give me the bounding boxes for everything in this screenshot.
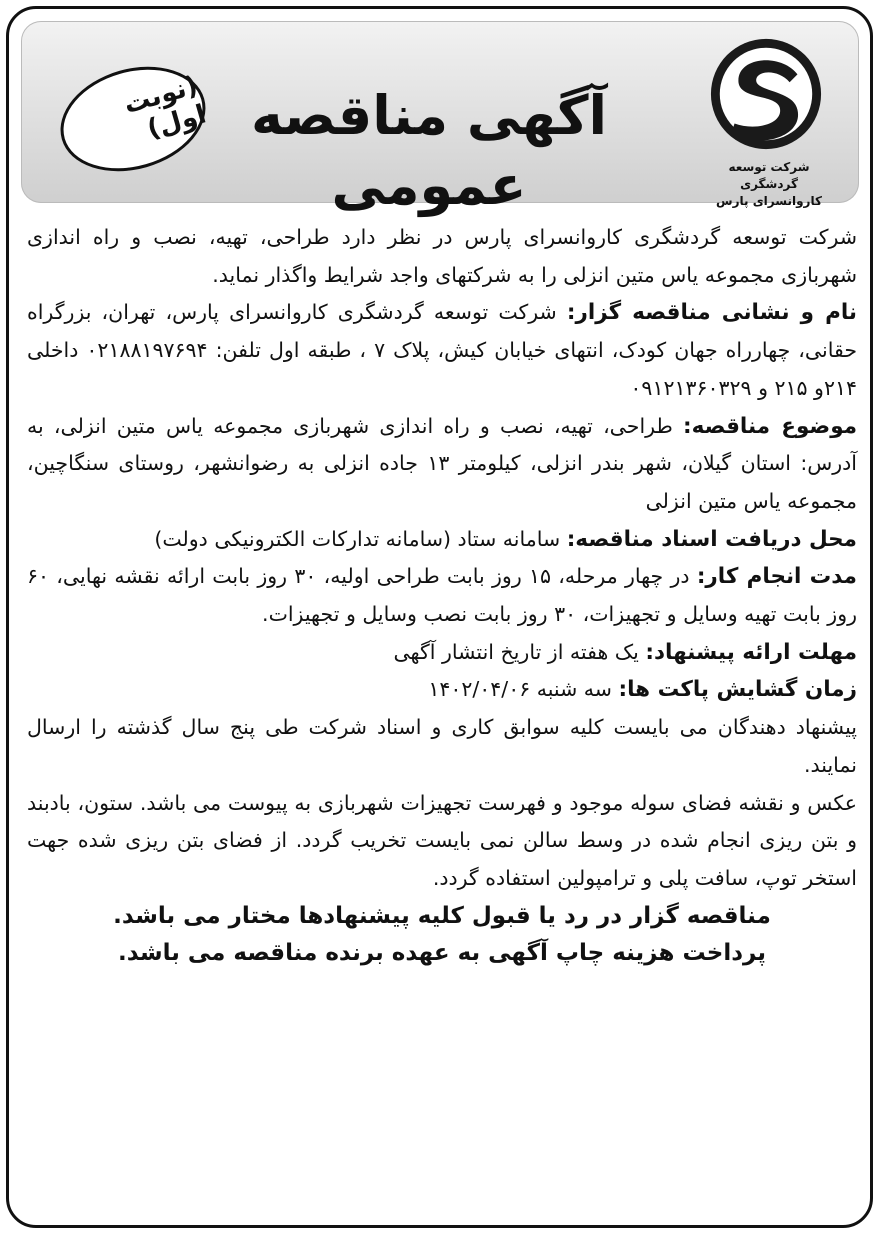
- duration-label: مدت انجام کار:: [696, 564, 857, 590]
- header-banner: [21, 21, 859, 217]
- deadline-value: یک هفته از تاریخ انتشار آگهی: [393, 639, 639, 664]
- organizer-label: نام و نشانی مناقصه گزار:: [566, 300, 857, 326]
- first-publication-badge: (نوبت اول): [48, 51, 218, 188]
- announcement-frame: [6, 6, 873, 1228]
- organizer-section: [27, 294, 857, 407]
- bidders-paragraph: پیشنهاد دهندگان می بایست کلیه سوابق کاری و اسناد شرکت طی پنج سال گذشته را ارسال نمایند.: [27, 715, 857, 777]
- deadline-section: [27, 634, 857, 672]
- opening-section: [27, 671, 857, 709]
- deadline-label: مهلت ارائه پیشنهاد:: [645, 639, 857, 665]
- intro-paragraph: شرکت توسعه گردشگری کاروانسرای پارس در نظر دارد طراحی، تهیه، نصب و راه اندازی شهربازی مجموعه یاس متین انزلی را به شرکتهای واجد شرایط واگذار نماید.: [27, 225, 857, 287]
- opening-label: زمان گشایش پاکت ها:: [618, 677, 857, 703]
- organizer-value: شرکت توسعه گردشگری کاروانسرای پارس، تهران، بزرگراه حقانی، چهارراه جهان کودک، انتهای خیابان کیش، پلاک ۷ ، طبقه اول تلفن: ۰۲۱۸۸۱۹۷۶۹۴ داخلی ۲۱۴و ۲۱۵ و ۰۹۱۲۱۳۶۰۳۲۹: [27, 300, 858, 400]
- logo-caption-line1: شرکت توسعه گردشگری: [728, 160, 810, 191]
- closing-line-1: مناقصه گزار در رد یا قبول کلیه پیشنهادها مختار می باشد.: [113, 902, 771, 929]
- announcement-body: [27, 219, 857, 972]
- photos-paragraph: عکس و نقشه فضای سوله موجود و فهرست تجهیزات شهربازی به پیوست می باشد. ستون، بادبند و بتن ریزی انجام شده در وسط سالن نمی بایست تخریب گردد. از فضای بتن ریزی شده جهت استخر توپ، سافت پلی و ترامپولین استفاده گردد.: [27, 790, 857, 890]
- duration-value: در چهار مرحله، ۱۵ روز بابت طراحی اولیه، ۳۰ روز بابت ارائه نقشه نهایی، ۶۰ روز بابت تهیه وسایل و تجهیزات، ۳۰ روز بابت نصب وسایل و تجهیزات.: [27, 564, 857, 627]
- subject-section: [27, 408, 857, 521]
- documents-section: [27, 521, 857, 559]
- company-logo-icon: [707, 35, 825, 153]
- documents-label: محل دریافت اسناد مناقصه:: [566, 526, 857, 552]
- opening-value: سه شنبه ۱۴۰۲/۰۴/۰۶: [428, 677, 612, 702]
- subject-label: موضوع مناقصه:: [683, 413, 858, 439]
- page-title: آگهی مناقصه عمومی: [250, 84, 608, 217]
- subject-value: طراحی، تهیه، نصب و راه اندازی شهربازی مجموعه یاس متین انزلی، به آدرس: استان گیلان، شهر بندر انزلی، کیلومتر ۱۳ جاده انزلی به رضوانشهر، روستای سنگاچین، مجموعه یاس متین انزلی: [27, 413, 857, 513]
- logo-caption-line2: کاروانسرای پارس: [716, 194, 822, 208]
- logo-caption: [699, 159, 839, 210]
- documents-value: سامانه ستاد (سامانه تدارکات الکترونیکی دولت): [154, 526, 561, 551]
- closing-line-2: پرداخت هزینه چاپ آگهی به عهده برنده مناقصه می باشد.: [117, 939, 767, 966]
- company-logo-block: [699, 33, 839, 208]
- duration-section: [27, 558, 857, 633]
